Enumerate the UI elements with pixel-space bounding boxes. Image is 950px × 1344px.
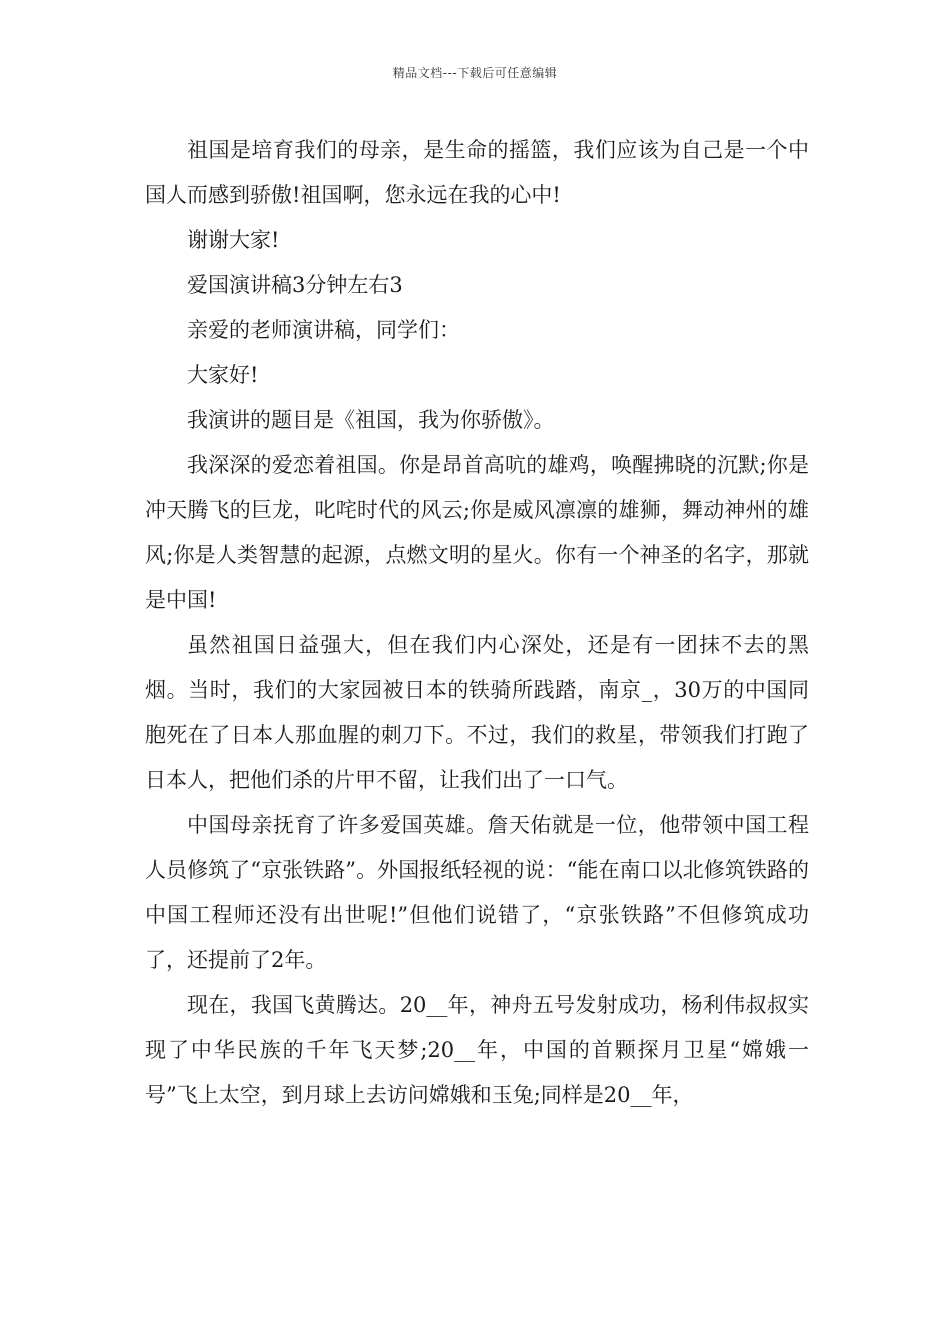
paragraph-history: 虽然祖国日益强大，但在我们内心深处，还是有一团抹不去的黑烟。当时，我们的大家园被日本的铁骑所践踏，南京_，30万的中国同胞死在了日本人那血腥的刺刀下。不过，我们的救星，带领我们打跑了日本人，把他们杀的片甲不留，让我们出了一口气。 (145, 633, 809, 792)
paragraph-thanks: 谢谢大家! (187, 228, 280, 252)
paragraph-progress: 现在，我国飞黄腾达。20__年，神舟五号发射成功，杨利伟叔叔实现了中华民族的千年飞天梦;20__年，中国的首颗探月卫星“嫦娥一号”飞上太空，到月球上去访问嫦娥和玉兔;同样是20__年， (145, 993, 809, 1107)
paragraph-heroes: 中国母亲抚育了许多爱国英雄。詹天佑就是一位，他带领中国工程人员修筑了“京张铁路”。外国报纸轻视的说：“能在南口以北修筑铁路的中国工程师还没有出世呢!”但他们说错了，“京张铁路”不但修筑成功了，还提前了2年。 (145, 813, 809, 972)
paragraph-speech-topic: 我演讲的题目是《祖国，我为你骄傲》。 (187, 408, 555, 432)
paragraph-greeting: 大家好! (187, 363, 259, 387)
document-body (145, 128, 809, 1118)
section-title: 爱国演讲稿3分钟左右3 (187, 273, 403, 297)
page-header: 精品文档---下载后可任意编辑 (392, 66, 558, 80)
paragraph-love-homeland: 我深深的爱恋着祖国。你是昂首高吭的雄鸡，唤醒拂晓的沉默;你是冲天腾飞的巨龙，叱咤时代的风云;你是威风凛凛的雄狮，舞动神州的雄风;你是人类智慧的起源，点燃文明的星火。你有一个神圣的名字，那就是中国! (145, 453, 809, 612)
paragraph-homeland-cradle: 祖国是培育我们的母亲，是生命的摇篮，我们应该为自己是一个中国人而感到骄傲!祖国啊，您永远在我的心中! (145, 138, 809, 207)
paragraph-salutation: 亲爱的老师演讲稿，同学们： (187, 318, 460, 342)
